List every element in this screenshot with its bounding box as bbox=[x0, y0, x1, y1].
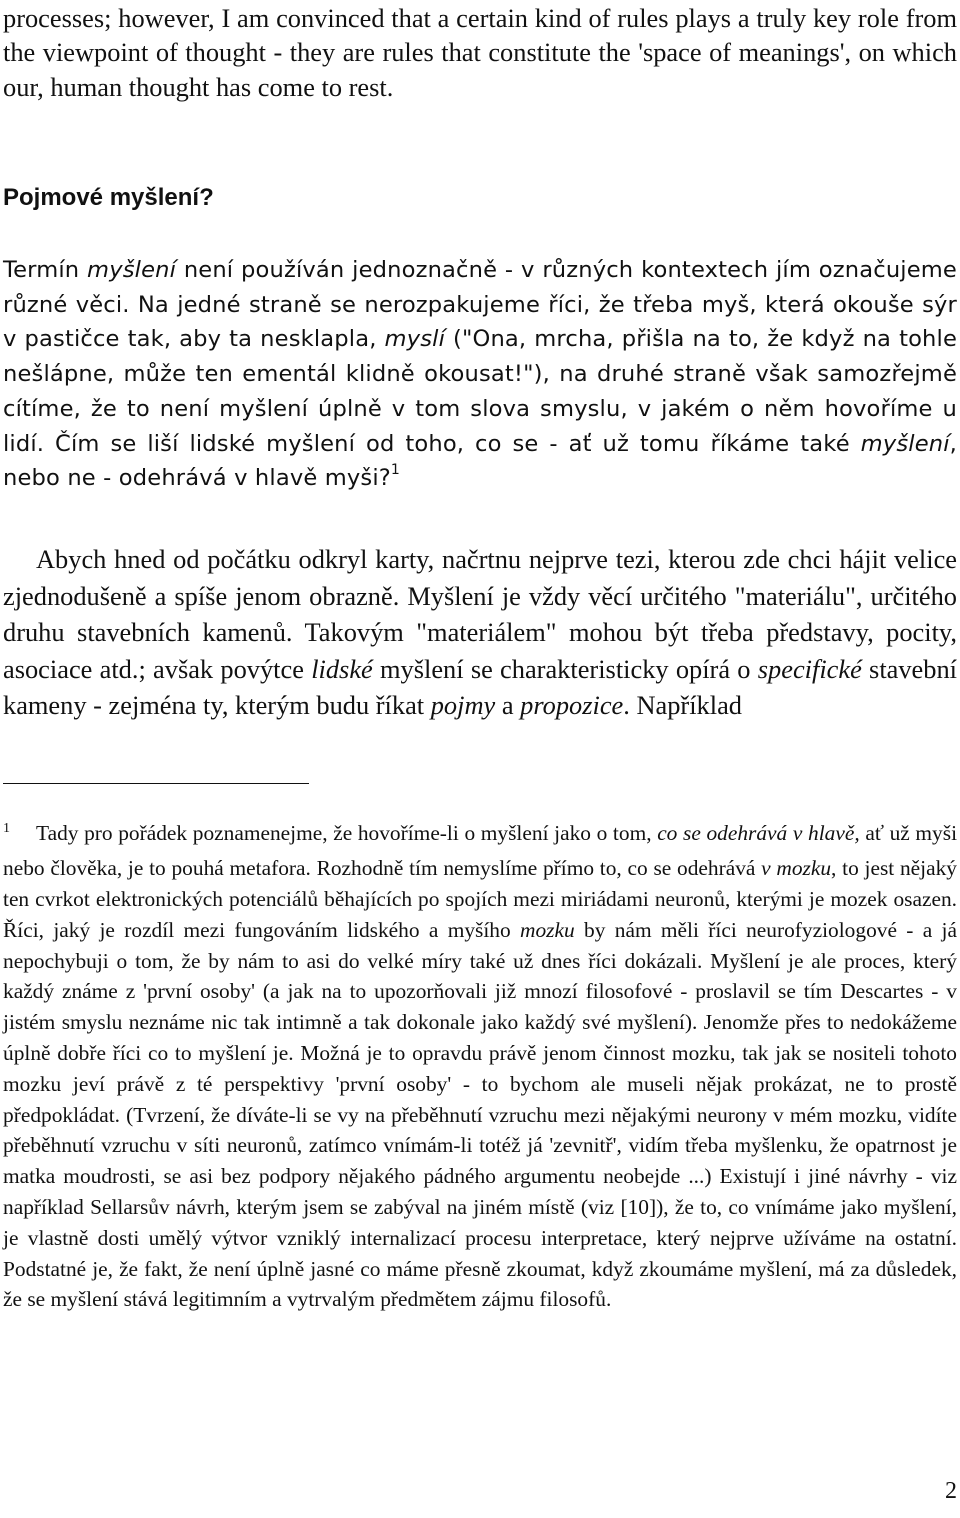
page-content bbox=[3, 0, 958, 1312]
para1-emphasis-2: myslí bbox=[384, 326, 446, 353]
para2-text-3: stavební kameny - zejména ty, kterým budu říkat bbox=[3, 653, 957, 721]
footnote-text-2: ať už myši nebo člověka, je to pouhá metafora. Rozhodně tím nemyslíme přímo to, co se odehrává bbox=[3, 821, 958, 881]
footnote-emphasis-1: co se odehrává v hlavě, bbox=[657, 821, 860, 846]
footnote-text-3: , to jest nějaký ten cvrkot elektronických potenciálů běhajících po spojích mezi miriádami neuronů, kterými je mozek osazen. Říci, jaký je rozdíl mezi fungováním lidského a myšího bbox=[3, 856, 957, 942]
para1-text-1: Termín bbox=[3, 257, 88, 283]
para1-text-4: , nebo ne - odehrává v hlavě myši? bbox=[3, 430, 957, 492]
para2-text-5: . Například bbox=[623, 690, 742, 721]
footnote-marker: 1 bbox=[3, 821, 10, 837]
para2-text-2: myšlení se charakteristicky opírá o bbox=[372, 653, 758, 684]
para2-emphasis-4: propozice bbox=[520, 690, 624, 721]
section-heading: Pojmové myšlení? bbox=[3, 184, 214, 211]
para2-text-1: Abych hned od počátku odkryl karty, načrtnu nejprve tezi, kterou zde chci hájit velice zjednodušeně a spíše jenom obrazně. Myšlení je vždy věcí určitého "materiálu", určitého druhu stavebních kamenů. Takovým "materiálem" mohou být třeba představy, pocity, asociace atd.; avšak povýtce bbox=[3, 544, 957, 684]
footnote-text-4: by nám měli říci neurofyziologové - a já nepochybuji o tom, že by nám to asi do velké míry také už dnes říci dokázali. Myšlení je ale proces, který každý známe z 'první osoby' (a jak na to upozorňovali již mnozí filosofové - proslavil se tím Descartes - v jistém smyslu neznáme nic tak intimně a tak dokonale jako každý své myšlení). Jenomže přes to nedokážeme úplně dobře říci co to myšlení je. Možná je to opravdu právě jenom činnost mozku, tak jak se nositeli tohoto mozku jeví právě z té perspektivy 'první osoby' - to bychom ale museli nějak prokázat, ne to prostě předpokládat. (Tvrzení, že díváte-li se vy na přeběhnutí vzruchu mezi nějakými neurony v mém mozku, vidíte přeběhnutí vzruchu v síti neuronů, zatímco vnímám-li totéž já 'zevnitř', vidím třeba myšlenku, že opatrnost je matka moudrosti, se asi bez podpory nějakého pádného argumentu neobejde ...) Existují i jiné návrhy - viz například Sellarsův návrh, kterým jsem se zabýval na jiném místě (viz [10]), že to, co vnímáme jako myšlení, je vlastně dosti umělý výtvor vzniklý internalizací procesu interpretace, který nejprve užíváme na ostatní. Podstatné je, že fakt, že není úplně jasné co máme přesně zkoumat, když zkoumáme myšlení, má za důsledek, že se myšlení stává legitimním a vytrvalým předmětem zájmu filosofů. bbox=[3, 917, 957, 1312]
footnote-divider bbox=[3, 783, 309, 784]
para1-text-2: není používán jednoznačně - v různých kontextech jím označujeme různé věci. Na jedné straně se nerozpakujeme říci, že třeba myš, která okouše sýr v pastičce tak, aby ta nesklapla, bbox=[3, 257, 957, 353]
para1-emphasis-1: myšlení bbox=[87, 257, 177, 283]
para2-emphasis-1: lidské bbox=[311, 653, 373, 684]
para1-text-3: ("Ona, mrcha, přišla na to, že když na tohle nešlápne, může ten ementál klidně okousat!"), na druhé straně však samozřejmě cítíme, že to není myšlení úplně v tom slova smyslu, v jakém o něm hovoříme u lidí. Čím se liší lidské myšlení od toho, co se - ať už tomu říkáme také bbox=[3, 326, 957, 457]
footnote-text-1: Tady pro pořádek poznamenejme, že hovoříme-li o myšlení jako o tom, bbox=[36, 821, 658, 846]
paragraph-term-thinking bbox=[3, 253, 957, 496]
page-number: 2 bbox=[945, 1478, 957, 1504]
para1-emphasis-3: myšlení bbox=[860, 430, 950, 457]
para2-text-4: a bbox=[495, 690, 521, 721]
para2-emphasis-2: specifické bbox=[757, 653, 862, 684]
para2-emphasis-3: pojmy bbox=[430, 690, 496, 721]
footnote-1 bbox=[3, 818, 957, 1315]
footnote-emphasis-2: v mozku bbox=[761, 856, 832, 881]
intro-paragraph: processes; however, I am convinced that a certain kind of rules plays a truly key role from the viewpoint of thought - they are rules that constitute the 'space of meanings', on which our, human thought has come to rest. bbox=[3, 3, 957, 102]
footnote-reference[interactable]: 1 bbox=[390, 462, 400, 479]
footnote-emphasis-3: mozku bbox=[520, 917, 575, 942]
paragraph-thesis bbox=[3, 541, 957, 724]
